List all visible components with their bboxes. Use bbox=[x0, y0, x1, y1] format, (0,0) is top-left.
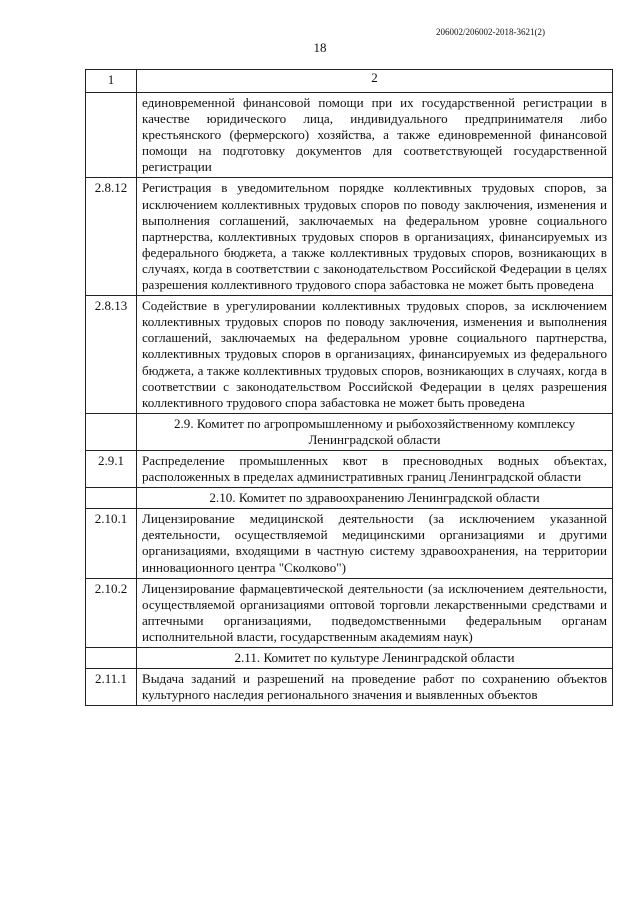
section-heading-cell bbox=[137, 413, 613, 450]
item-text: Распределение промышленных квот в пресноводных водных объектах, расположенных в пределах административных границ Ленинградской области bbox=[142, 452, 607, 485]
item-text-cell bbox=[137, 669, 613, 706]
item-number: 2.11.1 bbox=[86, 669, 137, 706]
page-number: 18 bbox=[313, 40, 327, 55]
item-text: Содействие в урегулировании коллективных трудовых споров, за исключением коллективных трудовых споров по поводу заключения, изменения и выполнения соглашений, заключаемых на федеральном уровне социального партнерства, коллективных трудовых споров в организациях, финансируемых из федерального бюджета, а также коллективных трудовых споров, возникающих в случаях, когда в соответствии с законодательством Российской Федерации в целях разрешения коллективного трудового спора забастовка не может быть проведена bbox=[142, 298, 607, 410]
item-number bbox=[86, 93, 137, 178]
column-2-header: 2 bbox=[137, 70, 613, 93]
item-number: 2.8.13 bbox=[86, 296, 137, 414]
table-row bbox=[86, 509, 613, 578]
item-number: 2.10.2 bbox=[86, 578, 137, 647]
table-row bbox=[86, 450, 613, 487]
section-heading-cell bbox=[137, 488, 613, 509]
section-heading: 2.10. Комитет по здравоохранению Ленинградской области bbox=[209, 490, 540, 506]
section-row bbox=[86, 413, 613, 450]
item-number bbox=[86, 413, 137, 450]
section-heading: 2.9. Комитет по агропромышленному и рыбохозяйственному комплексу Ленинградской области bbox=[173, 415, 576, 447]
item-text: единовременной финансовой помощи при их государственной регистрации в качестве юридического лица, индивидуального предпринимателя либо крестьянского (фермерского) хозяйства, а также единовременной финансовой помощи на подготовку документов для соответствующей государственной регистрации bbox=[142, 95, 607, 175]
section-heading-cell bbox=[137, 648, 613, 669]
document-id: 206002/206002-2018-3621(2) bbox=[436, 27, 545, 37]
item-text: Регистрация в уведомительном порядке коллективных трудовых споров, за исключением коллективных трудовых споров по поводу заключения, изменения и выполнения соглашений, заключаемых на федеральном уровне социального партнерства, коллективных трудовых споров в организациях, финансируемых из федерального бюджета, а также коллективных трудовых споров, возникающих в случаях, когда в соответствии с законодательством Российской Федерации в целях разрешения коллективного трудового спора забастовка не может быть проведена bbox=[142, 180, 607, 293]
item-text-cell bbox=[137, 178, 613, 296]
column-1-header: 1 bbox=[86, 70, 137, 93]
item-text-cell bbox=[137, 578, 613, 647]
item-text-cell bbox=[137, 93, 613, 178]
item-number: 2.9.1 bbox=[86, 450, 137, 487]
item-text-cell bbox=[137, 450, 613, 487]
table-row bbox=[86, 578, 613, 647]
section-heading: 2.11. Комитет по культуре Ленинградской области bbox=[234, 650, 515, 665]
item-number: 2.8.12 bbox=[86, 178, 137, 296]
table-row bbox=[86, 296, 613, 414]
document-table bbox=[85, 69, 613, 706]
table-header-row bbox=[86, 70, 613, 93]
table-row bbox=[86, 669, 613, 706]
table-row bbox=[86, 178, 613, 296]
section-row bbox=[86, 488, 613, 509]
item-number bbox=[86, 488, 137, 509]
item-text: Лицензирование фармацевтической деятельности (за исключением деятельности, осуществляемой организациями оптовой торговли лекарственными средствами и аптечными организациями, подведомственными федеральным органам исполнительной власти, государственным академиям наук) bbox=[142, 580, 607, 644]
item-number bbox=[86, 648, 137, 669]
item-text-cell bbox=[137, 296, 613, 414]
table-row bbox=[86, 93, 613, 178]
item-text: Лицензирование медицинской деятельности (за исключением указанной деятельности, осуществляемой медицинскими организациями и другими организациями, входящими в частную систему здравоохранения, на территории инновационного центра "Сколково") bbox=[142, 511, 607, 575]
section-row bbox=[86, 648, 613, 669]
item-text-cell bbox=[137, 509, 613, 578]
item-text: Выдача заданий и разрешений на проведение работ по сохранению объектов культурного наследия регионального значения и выявленных объектов bbox=[142, 671, 607, 703]
item-number: 2.10.1 bbox=[86, 509, 137, 578]
